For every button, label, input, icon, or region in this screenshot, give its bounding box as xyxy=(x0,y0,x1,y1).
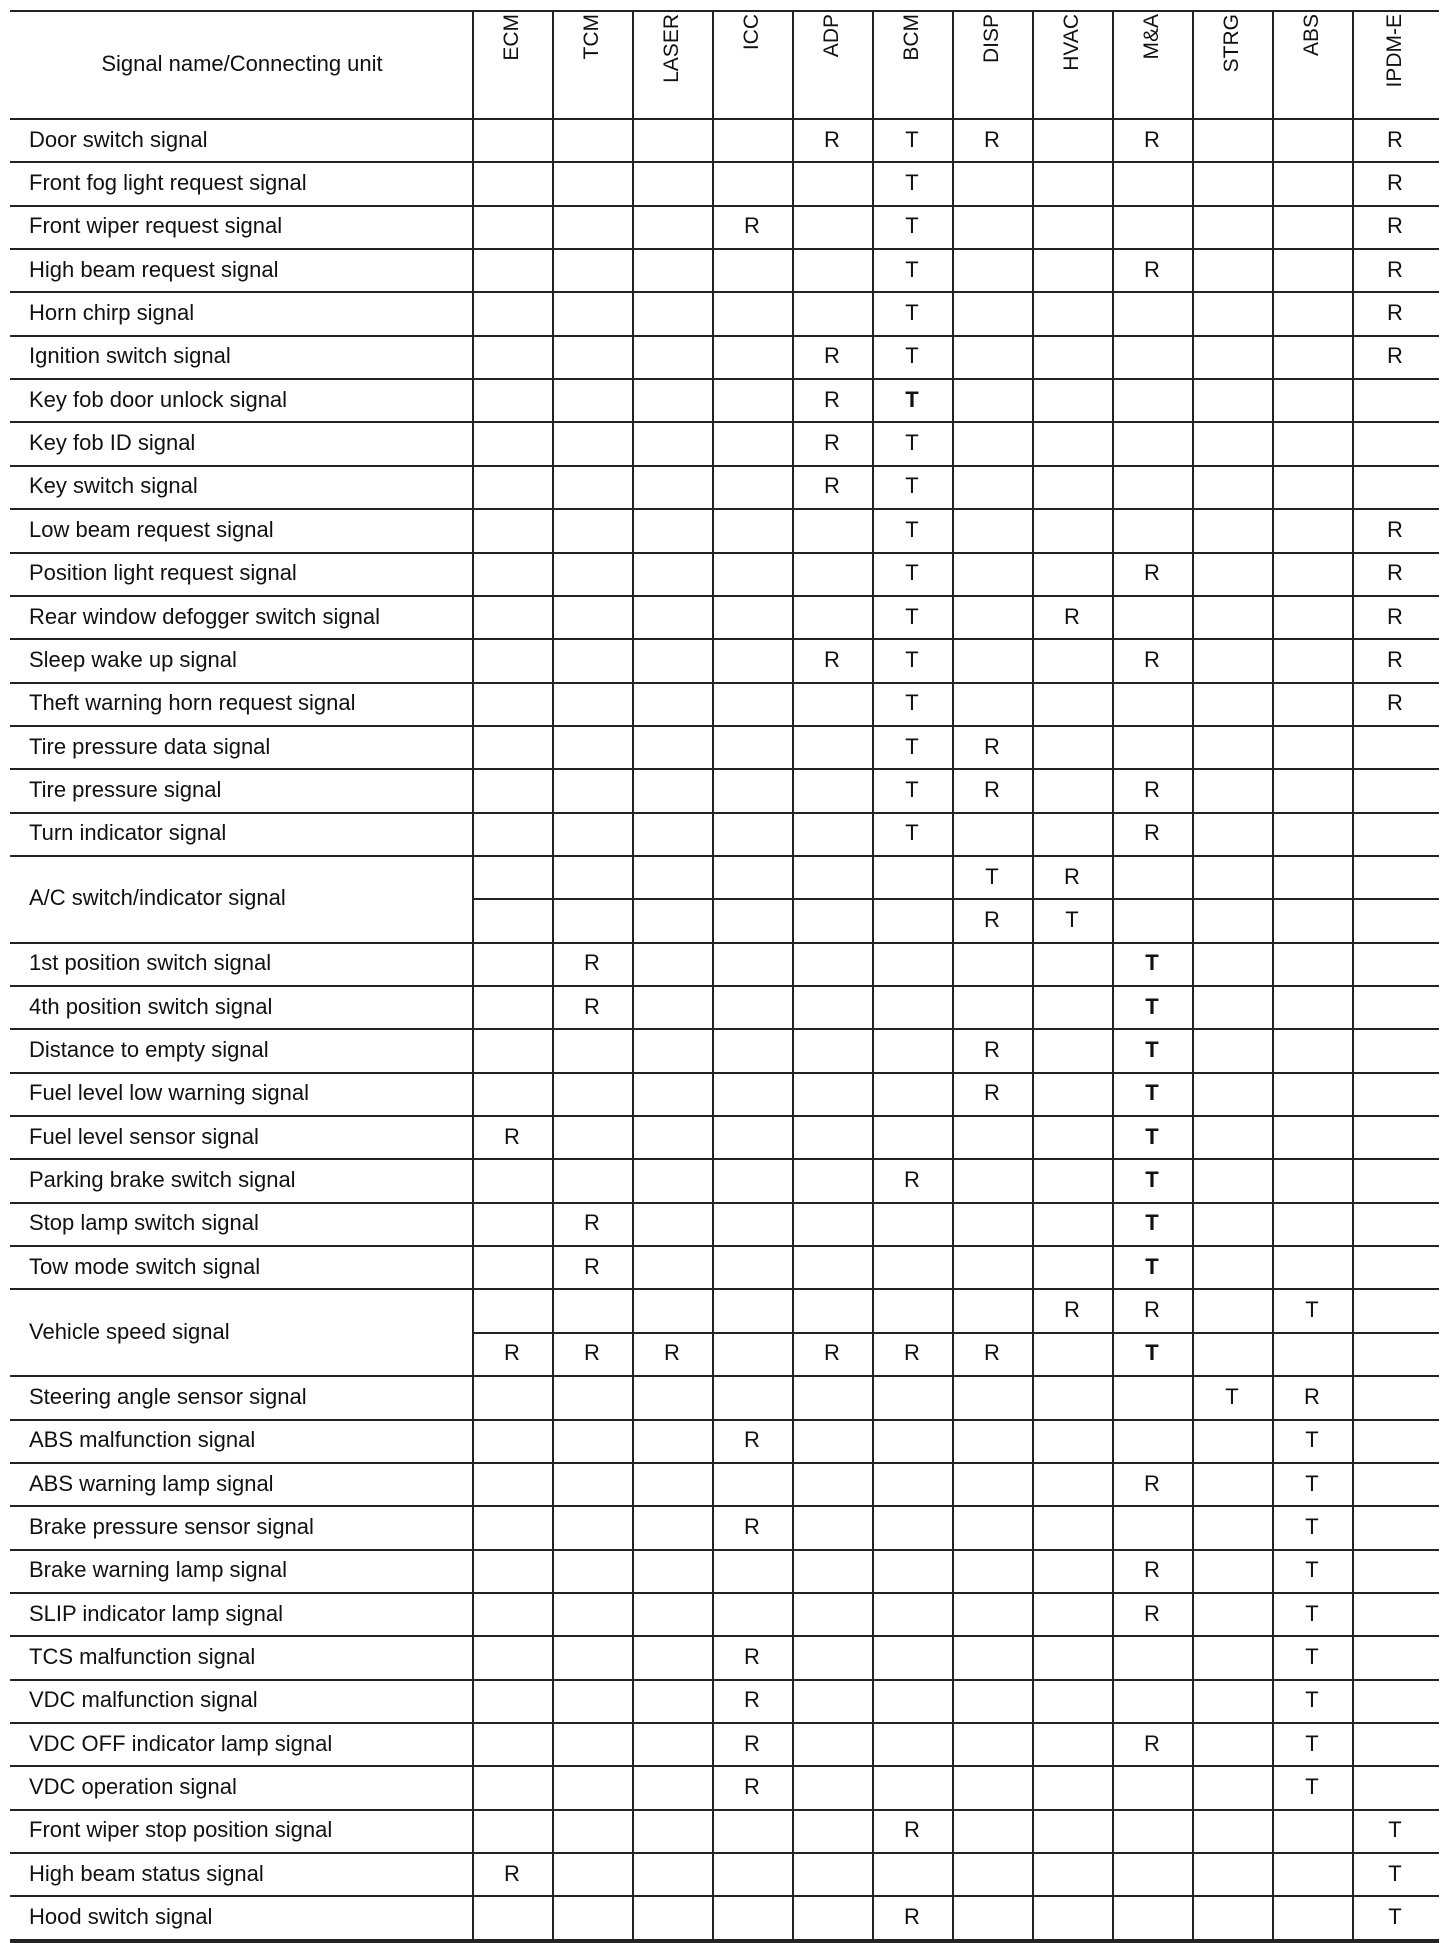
signal-cell: R xyxy=(1387,516,1403,542)
signal-cell: R xyxy=(744,1427,760,1453)
signal-cell: R xyxy=(1064,1297,1080,1323)
signal-name: 1st position switch signal xyxy=(29,950,272,976)
signal-cell: T xyxy=(905,473,919,499)
signal-cell: T xyxy=(1145,993,1159,1019)
signal-cell: T xyxy=(1305,1557,1319,1583)
signal-cell: R xyxy=(1387,300,1403,326)
signal-cell: R xyxy=(1387,256,1403,282)
signal-name: Tire pressure signal xyxy=(29,776,222,802)
column-divider xyxy=(952,10,954,1939)
table-border-top xyxy=(10,10,1439,12)
signal-cell: R xyxy=(824,646,840,672)
signal-cell: T xyxy=(1305,1730,1319,1756)
row-divider xyxy=(10,291,1439,293)
signal-name: Ignition switch signal xyxy=(29,343,231,369)
signal-cell: R xyxy=(904,1167,920,1193)
signal-cell: T xyxy=(905,820,919,846)
signal-cell: T xyxy=(1305,1643,1319,1669)
signal-cell: R xyxy=(584,1210,600,1236)
signal-cell: R xyxy=(1387,603,1403,629)
signal-cell: R xyxy=(984,1080,1000,1106)
signal-cell: R xyxy=(904,1904,920,1930)
column-divider xyxy=(792,10,794,1939)
signal-cell: R xyxy=(1387,213,1403,239)
signal-cell: T xyxy=(905,690,919,716)
signal-cell: T xyxy=(1305,1297,1319,1323)
signal-cell: R xyxy=(744,1687,760,1713)
signal-cell: R xyxy=(1144,1600,1160,1626)
signal-cell: R xyxy=(584,950,600,976)
signal-name: Sleep wake up signal xyxy=(29,646,237,672)
signal-cell: R xyxy=(1144,126,1160,152)
signal-name: TCS malfunction signal xyxy=(29,1643,256,1669)
signal-name: SLIP indicator lamp signal xyxy=(29,1600,283,1626)
signal-cell: R xyxy=(1064,863,1080,889)
signal-cell: T xyxy=(905,300,919,326)
signal-cell: R xyxy=(824,473,840,499)
column-divider xyxy=(1192,10,1194,1939)
signal-cell: T xyxy=(1145,1167,1159,1193)
signal-name: Brake pressure sensor signal xyxy=(29,1513,314,1539)
signal-cell: R xyxy=(1387,126,1403,152)
signal-name: Front wiper request signal xyxy=(29,213,283,239)
row-divider xyxy=(10,465,1439,467)
signal-name: Rear window defogger switch signal xyxy=(29,603,380,629)
column-header-label: ECM xyxy=(500,14,523,61)
signal-name: Key switch signal xyxy=(29,473,198,499)
column-header xyxy=(632,14,712,110)
column-header-label: DISP xyxy=(980,14,1003,64)
signal-name: Front wiper stop position signal xyxy=(29,1817,333,1843)
signal-cell: R xyxy=(984,1340,1000,1366)
signal-cell: T xyxy=(1145,1037,1159,1063)
signal-cell: R xyxy=(1144,560,1160,586)
signal-cell: R xyxy=(744,1513,760,1539)
column-header xyxy=(952,14,1032,110)
column-header-label: HVAC xyxy=(1060,14,1083,71)
column-header-label: BCM xyxy=(900,14,923,61)
signal-cell: R xyxy=(984,733,1000,759)
signal-name: ABS warning lamp signal xyxy=(29,1470,274,1496)
signal-cell: R xyxy=(504,1340,520,1366)
signal-cell: R xyxy=(1064,603,1080,629)
signal-cell: R xyxy=(504,1123,520,1149)
column-header-label: LASER xyxy=(660,14,683,83)
signal-cell: T xyxy=(1388,1860,1402,1886)
signal-cell: T xyxy=(1225,1383,1239,1409)
signal-name: Brake warning lamp signal xyxy=(29,1557,288,1583)
signal-name: VDC malfunction signal xyxy=(29,1687,258,1713)
signal-name: ABS malfunction signal xyxy=(29,1427,256,1453)
signal-cell: T xyxy=(905,733,919,759)
signal-cell: R xyxy=(824,386,840,412)
column-header xyxy=(872,14,952,110)
signal-cell: R xyxy=(824,343,840,369)
signal-cell: R xyxy=(1144,1297,1160,1323)
signal-cell: R xyxy=(1144,1557,1160,1583)
signal-cell: T xyxy=(1305,1427,1319,1453)
signal-cell: R xyxy=(824,1340,840,1366)
column-divider xyxy=(472,10,474,1939)
signal-cell: R xyxy=(1387,646,1403,672)
column-divider xyxy=(1032,10,1034,1939)
row-divider xyxy=(10,1895,1439,1897)
signal-name: Key fob ID signal xyxy=(29,430,196,456)
signal-cell: T xyxy=(1305,1687,1319,1713)
signal-cell: T xyxy=(1305,1513,1319,1539)
signal-cell: R xyxy=(1387,343,1403,369)
signal-name: Low beam request signal xyxy=(29,516,274,542)
signal-cell: R xyxy=(824,126,840,152)
signal-cell: T xyxy=(1145,1123,1159,1149)
column-divider xyxy=(1352,10,1354,1939)
column-divider xyxy=(1272,10,1274,1939)
column-header-label: ICC xyxy=(740,14,763,51)
signal-cell: T xyxy=(905,430,919,456)
column-header xyxy=(792,14,872,110)
signal-cell: T xyxy=(905,386,919,412)
signal-name: Fuel level sensor signal xyxy=(29,1123,259,1149)
signal-name: Fuel level low warning signal xyxy=(29,1080,310,1106)
row-divider xyxy=(10,768,1439,770)
signal-cell: T xyxy=(1305,1600,1319,1626)
signal-cell: T xyxy=(1305,1470,1319,1496)
column-header-label: M&A xyxy=(1140,14,1163,60)
column-header-label: TCM xyxy=(580,14,603,60)
signal-cell: T xyxy=(1145,1080,1159,1106)
signal-cell: T xyxy=(905,603,919,629)
signal-cell: R xyxy=(504,1860,520,1886)
signal-cell: R xyxy=(984,1037,1000,1063)
column-header xyxy=(1032,14,1112,110)
row-divider xyxy=(10,421,1439,423)
signal-cell: R xyxy=(584,1340,600,1366)
column-header-label: STRG xyxy=(1220,14,1243,73)
column-header-label: IPDM-E xyxy=(1383,14,1406,88)
signal-name: Front fog light request signal xyxy=(29,170,307,196)
signal-cell: R xyxy=(664,1340,680,1366)
column-divider xyxy=(872,10,874,1939)
column-divider xyxy=(632,10,634,1939)
signal-cell: R xyxy=(1387,170,1403,196)
signal-name: Parking brake switch signal xyxy=(29,1167,296,1193)
column-divider xyxy=(552,10,554,1939)
signal-cell: T xyxy=(905,256,919,282)
signal-cell: T xyxy=(1388,1817,1402,1843)
signal-cell: R xyxy=(984,126,1000,152)
column-header-label: ADP xyxy=(820,14,843,58)
signal-cell: T xyxy=(1305,1773,1319,1799)
signal-name: Hood switch signal xyxy=(29,1904,213,1930)
signal-cell: R xyxy=(824,430,840,456)
signal-cell: T xyxy=(905,516,919,542)
column-header xyxy=(472,14,552,110)
signal-cell: R xyxy=(1387,560,1403,586)
signal-cell: R xyxy=(904,1817,920,1843)
column-header xyxy=(1352,14,1438,110)
signal-name: Distance to empty signal xyxy=(29,1037,269,1063)
header-title: Signal name/Connecting unit xyxy=(101,51,383,76)
signal-name: VDC OFF indicator lamp signal xyxy=(29,1730,333,1756)
signal-cell: R xyxy=(744,1730,760,1756)
column-header xyxy=(1272,14,1352,110)
signal-name: Key fob door unlock signal xyxy=(29,386,288,412)
signal-cell: T xyxy=(905,646,919,672)
signal-name: Tire pressure data signal xyxy=(29,733,271,759)
signal-cell: T xyxy=(1145,950,1159,976)
column-header xyxy=(1112,14,1192,110)
table-border-bottom xyxy=(10,1939,1439,1943)
signal-cell: R xyxy=(984,776,1000,802)
signal-cell: R xyxy=(1144,776,1160,802)
signal-cell: T xyxy=(905,170,919,196)
signal-cell: T xyxy=(1065,906,1079,932)
signal-name: Horn chirp signal xyxy=(29,300,195,326)
column-header xyxy=(552,14,632,110)
column-header xyxy=(712,14,792,110)
signal-name: High beam request signal xyxy=(29,256,279,282)
signal-cell: T xyxy=(1145,1340,1159,1366)
signal-name: VDC operation signal xyxy=(29,1773,237,1799)
signal-name: High beam status signal xyxy=(29,1860,264,1886)
signal-cell: T xyxy=(905,343,919,369)
signal-cell: T xyxy=(1388,1904,1402,1930)
header-divider xyxy=(10,118,1439,120)
signal-name: Theft warning horn request signal xyxy=(29,690,356,716)
signal-cell: R xyxy=(1144,256,1160,282)
signal-name: Tow mode switch signal xyxy=(29,1253,261,1279)
signal-cell: R xyxy=(1144,820,1160,846)
signal-cell: T xyxy=(1145,1253,1159,1279)
signal-name: Door switch signal xyxy=(29,126,208,152)
signal-name: 4th position switch signal xyxy=(29,993,273,1019)
signal-name: Stop lamp switch signal xyxy=(29,1210,259,1236)
signal-cell: R xyxy=(584,993,600,1019)
signal-cell: T xyxy=(985,863,999,889)
signal-cell: T xyxy=(905,776,919,802)
signal-cell: R xyxy=(1144,1730,1160,1756)
signal-cell: R xyxy=(1304,1383,1320,1409)
signal-name: Turn indicator signal xyxy=(29,820,227,846)
signal-name: Position light request signal xyxy=(29,560,297,586)
signal-cell: R xyxy=(904,1340,920,1366)
signal-cell: T xyxy=(905,560,919,586)
signal-name: A/C switch/indicator signal xyxy=(29,885,286,911)
column-divider xyxy=(1112,10,1114,1939)
signal-cell: R xyxy=(744,1643,760,1669)
signal-cell: R xyxy=(1387,690,1403,716)
signal-name: Vehicle speed signal xyxy=(29,1318,230,1344)
column-header-label: ABS xyxy=(1300,14,1323,57)
signal-cell: R xyxy=(744,1773,760,1799)
signal-cell: T xyxy=(1145,1210,1159,1236)
signal-cell: T xyxy=(905,213,919,239)
signal-cell: R xyxy=(1144,646,1160,672)
signal-cell: R xyxy=(1144,1470,1160,1496)
column-divider xyxy=(712,10,714,1939)
signal-cell: R xyxy=(984,906,1000,932)
column-header xyxy=(1192,14,1272,110)
signal-name: Steering angle sensor signal xyxy=(29,1383,307,1409)
signal-cell: T xyxy=(905,126,919,152)
signal-cell: R xyxy=(744,213,760,239)
signal-cell: R xyxy=(584,1253,600,1279)
